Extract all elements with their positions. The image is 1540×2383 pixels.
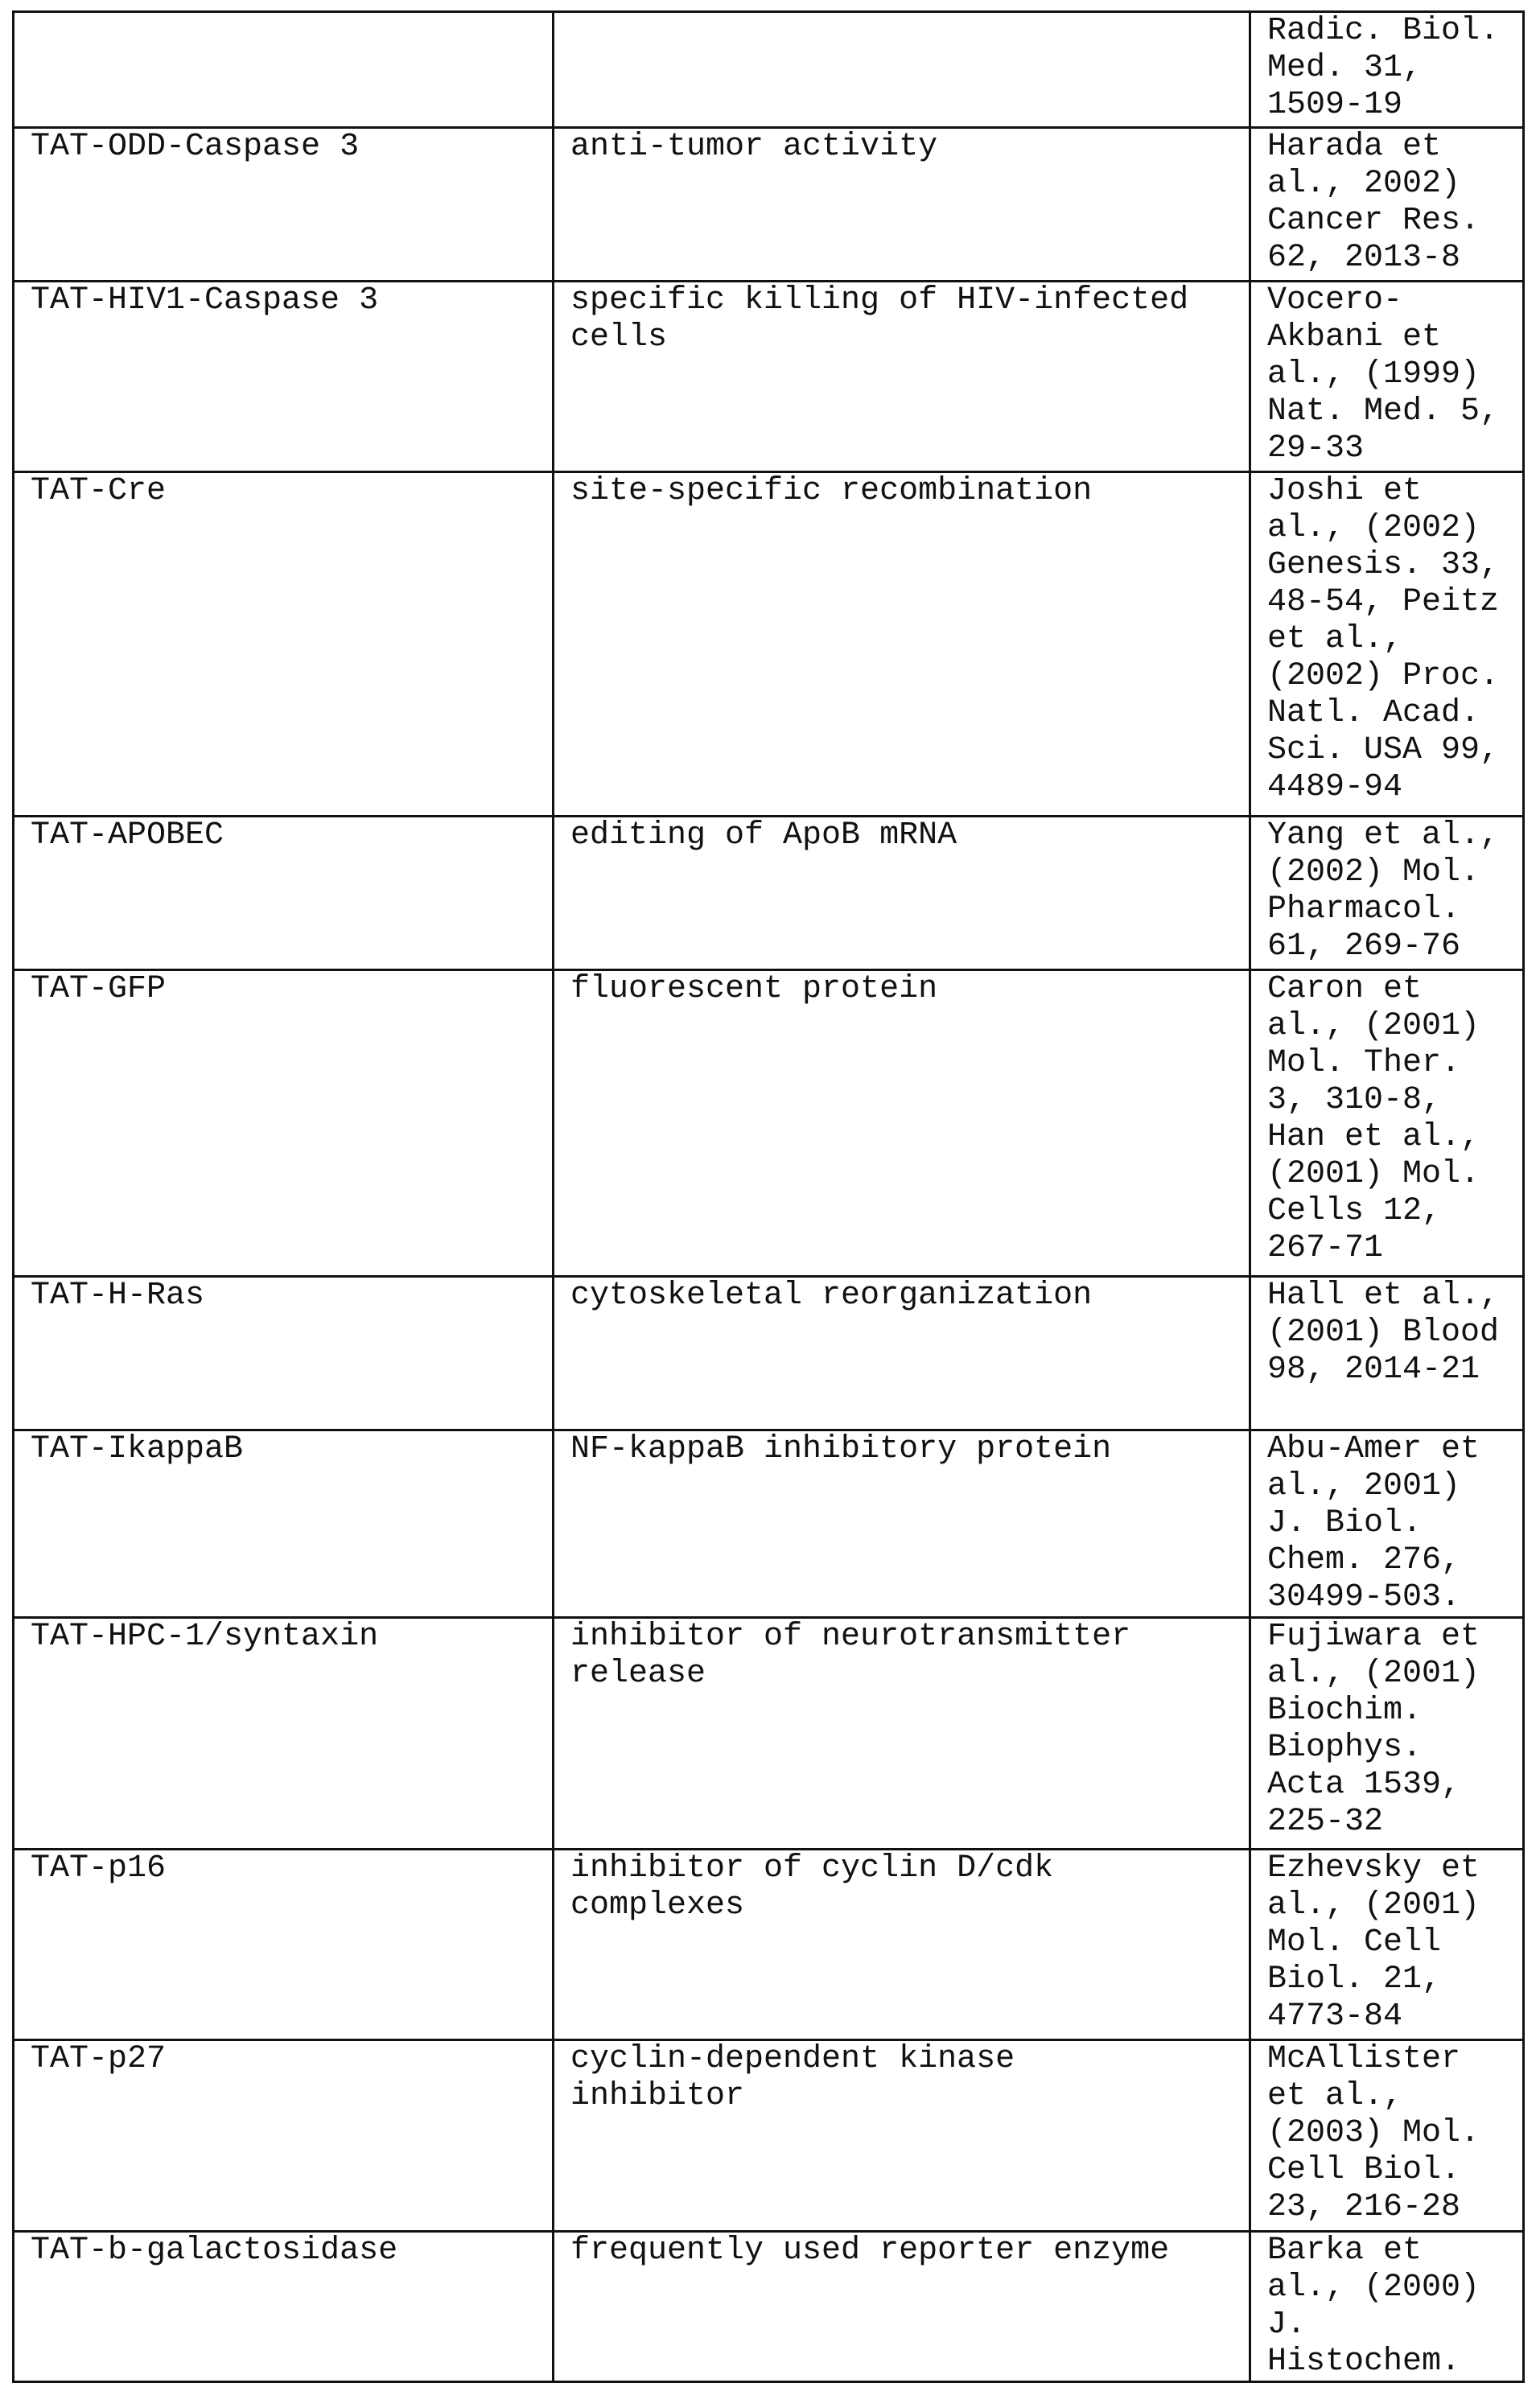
protein-name-cell: TAT-H-Ras	[12, 1278, 552, 1429]
table-row	[12, 1429, 1525, 1616]
function-cell: inhibitor of cyclin D/cdk complexes	[552, 1850, 1249, 2039]
protein-name-cell: TAT-HIV1-Caspase 3	[12, 282, 552, 471]
reference-cell: Barka et al., (2000) J. Histochem.	[1249, 2233, 1525, 2381]
protein-name-cell: TAT-Cre	[12, 473, 552, 815]
function-cell: frequently used reporter enzyme	[552, 2233, 1249, 2381]
table-row	[12, 1275, 1525, 1429]
fusion-protein-table	[12, 10, 1525, 2383]
table-row	[12, 280, 1525, 471]
protein-name-cell: TAT-GFP	[12, 971, 552, 1275]
protein-name-cell: TAT-APOBEC	[12, 817, 552, 969]
protein-name-cell: TAT-p27	[12, 2041, 552, 2230]
table-row	[12, 2039, 1525, 2230]
table-row	[12, 1616, 1525, 1848]
reference-cell: Yang et al., (2002) Mol. Pharmacol. 61, 269-76	[1249, 817, 1525, 969]
function-cell: cyclin-dependent kinase inhibitor	[552, 2041, 1249, 2230]
reference-cell: Abu-Amer et al., 2001) J. Biol. Chem. 276, 30499-503.	[1249, 1431, 1525, 1616]
function-cell: site-specific recombination	[552, 473, 1249, 815]
reference-cell: Ezhevsky et al., (2001) Mol. Cell Biol. 21, 4773-84	[1249, 1850, 1525, 2039]
function-cell: editing of ApoB mRNA	[552, 817, 1249, 969]
reference-cell: Fujiwara et al., (2001) Biochim. Biophys. Acta 1539, 225-32	[1249, 1619, 1525, 1848]
table-row	[12, 1848, 1525, 2039]
table-row	[12, 10, 1525, 126]
function-cell	[552, 13, 1249, 126]
table-row	[12, 969, 1525, 1275]
table-row	[12, 471, 1525, 815]
table-row	[12, 815, 1525, 969]
protein-name-cell: TAT-HPC-1/syntaxin	[12, 1619, 552, 1848]
function-cell: anti-tumor activity	[552, 129, 1249, 280]
function-cell: inhibitor of neurotransmitter release	[552, 1619, 1249, 1848]
protein-name-cell: TAT-p16	[12, 1850, 552, 2039]
protein-name-cell: TAT-b-galactosidase	[12, 2233, 552, 2381]
function-cell: cytoskeletal reorganization	[552, 1278, 1249, 1429]
reference-cell: McAllister et al., (2003) Mol. Cell Biol. 23, 216-28	[1249, 2041, 1525, 2230]
reference-cell: Radic. Biol. Med. 31, 1509-19	[1249, 13, 1525, 126]
table-row	[12, 2230, 1525, 2381]
table-row	[12, 126, 1525, 280]
function-cell: specific killing of HIV-infected cells	[552, 282, 1249, 471]
function-cell: NF-kappaB inhibitory protein	[552, 1431, 1249, 1616]
reference-cell: Hall et al., (2001) Blood 98, 2014-21	[1249, 1278, 1525, 1429]
reference-cell: Joshi et al., (2002) Genesis. 33, 48-54, Peitz et al., (2002) Proc. Natl. Acad. Sci. USA 99, 4489-94	[1249, 473, 1525, 815]
function-cell: fluorescent protein	[552, 971, 1249, 1275]
protein-name-cell: TAT-ODD-Caspase 3	[12, 129, 552, 280]
protein-name-cell: TAT-IkappaB	[12, 1431, 552, 1616]
protein-name-cell	[12, 13, 552, 126]
reference-cell: Vocero- Akbani et al., (1999) Nat. Med. 5, 29-33	[1249, 282, 1525, 471]
reference-cell: Caron et al., (2001) Mol. Ther. 3, 310-8, Han et al., (2001) Mol. Cells 12, 267-71	[1249, 971, 1525, 1275]
reference-cell: Harada et al., 2002) Cancer Res. 62, 2013-8	[1249, 129, 1525, 280]
